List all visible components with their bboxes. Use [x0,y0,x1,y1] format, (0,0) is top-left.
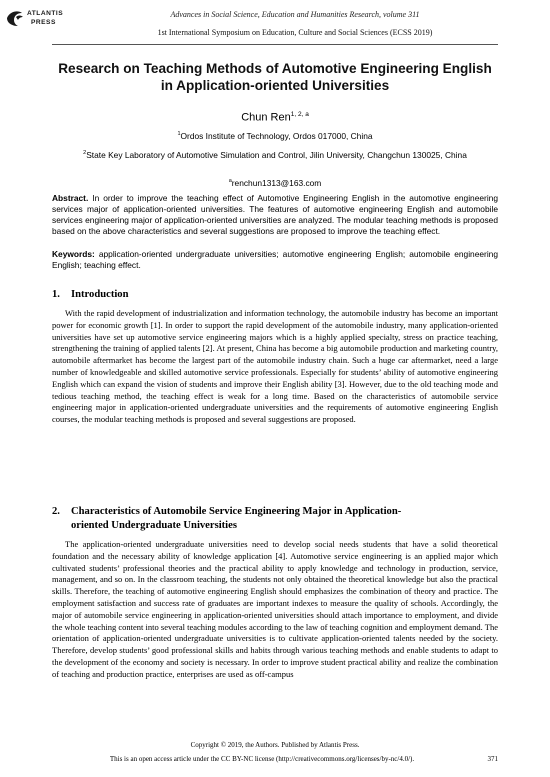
abstract [52,193,498,237]
section-2-body: The application-oriented undergraduate universities need to develop social needs students that have a solid theoretical foundation and the necessary ability of knowledge application [4]. Automotive service engineering is an applied major which cultivated students’ professional theories and the practical ability to apply knowledge and technology in production, service, management, and so on. In the classroom teaching, the students not only obtained the theoretical knowledge but also the practical skills. Therefore, the teaching of automotive engineering English should emphasizes the combination of theory and practice. The employment satisfaction and success rate of graduates are important indexes to measure the quality of schools. Accordingly, the major of automobile service engineering in application-oriented universities should attach importance to employment, and divide the whole teaching content into several teaching modules according to the law of teaching cognition and employment demand. The orientation of application-oriented undergraduate universities is to cultivate application-oriented talents needed by the society. Therefore, develop students’ good professional skills and habits through various teaching methods and enable students to adapt to the development of the economy and society is necessary. In order to improve student practical ability and realize the combination of teaching and production practice, enterprises are used as off-campus [52,539,498,679]
section-2-heading [52,505,401,532]
logo-text-press: PRESS [31,19,56,26]
affiliation-1-text: Ordos Institute of Technology, Ordos 017000, China [180,130,373,141]
affiliation-2 [52,148,498,161]
section-1-body: With the rapid development of industrialization and information technology, the automobile industry has become an important power for economic growth [1]. In order to support the rapid development of the automobile industry, many application-oriented universities have set up automotive service engineering majors which is a highly applied specialty, stress on practice teaching, strengthening the training of applied talents [2]. At present, China has become a big automobile production and marketing country, automobile aftermarket has become the largest part of the automobile industry chain. Such a huge car aftermarket, need a large number of knowledgeable and skilled automotive service professionals. Especially for students’ ability of automotive engineering English which can expand the vision of students and improve their English ability [3]. However, due to the old teaching mode and tedious teaching method, the teaching effect is weak for a long time. Based on the characteristics of automobile service engineering major in application-oriented undergraduate universities and the requirements of automotive engineering English courses, the modular teaching methods is proposed and several suggestions are proposed. [52,308,498,425]
author-line [52,111,498,124]
affiliation-email-text: renchun1313@163.com [231,177,322,188]
logo-text-atlantis: ATLANTIS [27,10,64,17]
keywords-label: Keywords: [52,249,95,259]
section-2-title: Characteristics of Automobile Service Engineering Major in Application- [71,506,402,517]
affiliation-email [52,176,498,189]
author-name: Chun Ren [241,111,291,124]
section-2-number: 2. [52,506,60,517]
atlantis-logo-icon [6,9,24,27]
abstract-text: In order to improve the teaching effect of Automotive Engineering English in the automotive engineering services major of application-oriented universities. The features of automotive engineering English and automobile services engineering major of application-oriented universities are analyzed. The modular teaching methods is proposed based on the above characteristics and several suggestions are proposed to improve the teaching effect. [52,193,498,236]
affiliation-2-sup: 2 [83,150,87,156]
affiliation-email-sup: a [228,178,232,184]
affiliation-1-sup: 1 [177,131,181,137]
header-rule [52,44,498,45]
paper-title: Research on Teaching Methods of Automotive Engineering English in Application-oriented Universities [58,61,492,93]
section-2-title-continued: oriented Undergraduate Universities [71,519,237,531]
footer-license: This is an open access article under the CC BY-NC license (http://creativecommons.org/licenses/by-nc/4.0/). [109,755,415,763]
section-1-heading [52,288,129,302]
footer-copyright: Copyright © 2019, the Authors. Published by Atlantis Press. [190,741,360,749]
keywords-text: application-oriented undergraduate universities; automotive engineering English; automobile engineering English; teaching effect. [52,249,498,270]
journal-name: Advances in Social Science, Education and Humanities Research, volume 311 [170,10,420,19]
abstract-label: Abstract. [52,193,89,203]
keywords [52,249,498,271]
author-superscript: 1, 2, a [290,111,309,118]
page-number: 371 [487,755,498,763]
symposium-name: 1st International Symposium on Education, Culture and Social Sciences (ECSS 2019) [157,28,433,37]
section-1-title: Introduction [71,289,129,300]
affiliation-1 [52,129,498,142]
publisher-logo [6,8,66,30]
section-1-number: 1. [52,289,60,300]
affiliation-2-text: State Key Laboratory of Automotive Simulation and Control, Jilin University, Changchun 130025, China [86,149,467,160]
